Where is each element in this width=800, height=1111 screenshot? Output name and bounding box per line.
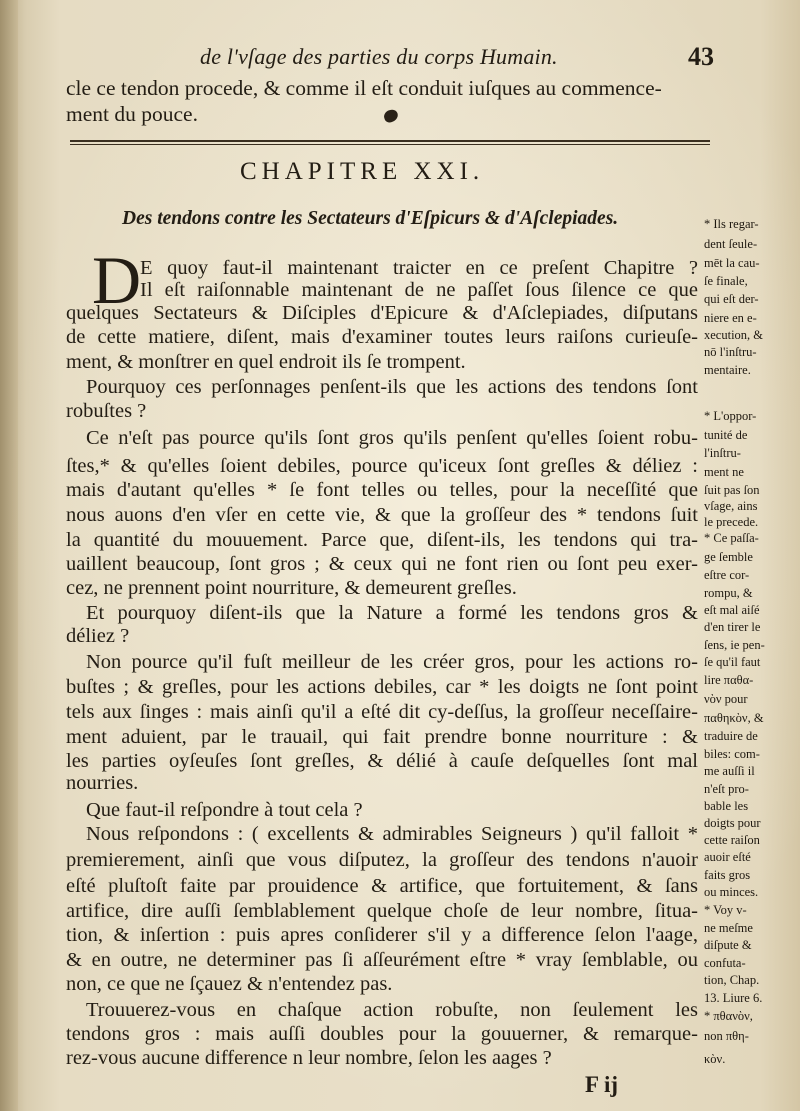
margin-note-line: ſe qu'il faut — [704, 655, 761, 669]
body-line: rez-vous aucune difference n leur nombre, ſelon les aages ? — [66, 1047, 552, 1069]
margin-note-line: eſtre cor- — [704, 568, 750, 582]
margin-note-line: rompu, & — [704, 586, 753, 600]
margin-note-line: ſens, ie pen- — [704, 638, 765, 652]
body-line: Non pource qu'il fuſt meilleur de les créer gros, pour les actions ro- — [86, 651, 698, 673]
margin-note-line: bable les — [704, 799, 749, 813]
chapter-heading: CHAPITRE XXI. — [240, 158, 485, 185]
margin-note-line: non πθη- — [704, 1029, 749, 1043]
margin-note-line: eſt mal aiſé — [704, 603, 760, 617]
body-line: Que faut-il reſpondre à tout cela ? — [86, 799, 363, 821]
margin-note-line: νὸν pour — [704, 692, 748, 706]
body-line: buſtes ; & greſles, pour les actions debiles, car * les doigts ne ſont point — [66, 676, 698, 698]
margin-note-line: ge ſemble — [704, 550, 753, 564]
margin-note-line: confuta- — [704, 956, 746, 970]
body-line: artifice, dire auſſi ſemblablement quelque choſe de leur nombre, ſitua- — [66, 900, 698, 922]
margin-note-line: faits gros — [704, 868, 751, 882]
margin-note-line: lire παθα- — [704, 673, 754, 687]
body-line: tels aux ſinges : mais ainſi qu'il a eſté dit cy-deſſus, la groſſeur neceſſaire- — [66, 701, 698, 723]
body-line: mais d'autant qu'elles * ſe font telles ou telles, pour la neceſſité que — [66, 479, 698, 501]
margin-note-line: n'eſt pro- — [704, 782, 749, 796]
body-line: ſtes,* & qu'elles ſoient debiles, pource qu'iceux ſont greſles & déliez : — [66, 455, 698, 477]
body-line: E quoy faut-il maintenant traicter en ce preſent Chapitre ? — [140, 257, 698, 279]
margin-note-line: mentaire. — [704, 363, 751, 377]
body-line: Pourquoy ces perſonnages penſent-ils que les actions des tendons ſont — [86, 376, 698, 398]
body-line: Nous reſpondons : ( excellents & admirables Seigneurs ) qu'il falloit * — [86, 823, 698, 845]
body-line: la quantité du mouuement. Parce que, diſent-ils, les tendons qui tra- — [66, 529, 698, 551]
margin-note-line: ne meſme — [704, 921, 753, 935]
body-line: Ce n'eſt pas pource qu'ils ſont gros qu'ils penſent qu'elles ſoient robu- — [86, 427, 698, 449]
margin-note-line: nō l'inſtru- — [704, 345, 757, 359]
margin-note-line: dent ſeule- — [704, 237, 758, 251]
margin-note-line: xecution, & — [704, 328, 764, 342]
body-line: tion, & inſertion : puis apres conſiderer s'il y a difference ſelon l'aage, — [66, 924, 698, 946]
margin-note-line: * Ce paſſa- — [704, 531, 759, 545]
body-line: Il eſt raiſonnable maintenant de ne paſſet ſous ſilence ce que — [140, 279, 698, 301]
margin-note-line: ſuit pas ſon — [704, 483, 760, 497]
margin-note-line: mēt la cau- — [704, 256, 760, 270]
body-line: Et pourquoy diſent-ils que la Nature a formé les tendons gros & — [86, 602, 698, 624]
margin-note-line: vſage, ains — [704, 499, 758, 513]
body-line: robuſtes ? — [66, 400, 147, 422]
margin-note-line: κὸν. — [704, 1052, 726, 1066]
margin-note-line: qui eſt der- — [704, 292, 759, 306]
body-line: quelques Sectateurs & Diſciples d'Epicure & d'Aſclepiades, diſputans — [66, 302, 698, 324]
margin-note-line: * Voy v- — [704, 903, 747, 917]
body-line: non, ce que ne ſçauez & n'entendez pas. — [66, 973, 393, 995]
body-line: déliez ? — [66, 625, 130, 647]
margin-note-line: ſe finale, — [704, 274, 748, 288]
margin-note-line: auoir eſté — [704, 850, 751, 864]
body-line: cez, ne prennent point nourriture, & demeurent greſles. — [66, 577, 517, 599]
margin-note-line: tion, Chap. — [704, 973, 760, 987]
margin-note-line: traduire de — [704, 729, 758, 743]
running-head — [200, 44, 720, 74]
margin-note-line: ou minces. — [704, 885, 759, 899]
margin-note-line: niere en e- — [704, 311, 757, 325]
margin-note-line: * L'oppor- — [704, 409, 757, 423]
margin-note-line: * πθανὸν, — [704, 1009, 753, 1023]
margin-note-line: biles: com- — [704, 747, 760, 761]
body-line: ment, & monſtrer en quel endroit ils ſe trompent. — [66, 351, 466, 373]
margin-note-line: doigts pour — [704, 816, 761, 830]
margin-note-line: l'inſtru- — [704, 446, 741, 460]
running-title: de l'vſage des parties du corps Humain. — [200, 44, 558, 69]
body-line: & en outre, ne determiner pas ſi aſſeurément eſtre * vray ſemblable, ou — [66, 949, 698, 971]
margin-note-line: 13. Liure 6. — [704, 991, 763, 1005]
page-binding-shadow — [0, 0, 18, 1111]
margin-note-line: ment ne — [704, 465, 744, 479]
margin-note-line: tunité de — [704, 428, 748, 442]
body-line: tendons gros : mais auſſi doubles pour la gouuerner, & remarque- — [66, 1023, 698, 1045]
continuation-line: ment du pouce. — [66, 102, 198, 126]
body-line: ment aduient, par le trauail, qui fait prendre bonne nourriture : & — [66, 726, 698, 748]
margin-note-line: diſpute & — [704, 938, 752, 952]
page-number: 43 — [688, 42, 714, 71]
continuation-line: cle ce tendon procede, & comme il eſt conduit iuſques au commence- — [66, 76, 662, 100]
margin-note-line: * Ils regar- — [704, 217, 759, 231]
margin-note-line: le precede. — [704, 515, 759, 529]
chapter-subtitle: Des tendons contre les Sectateurs d'Eſpicurs & d'Aſclepiades. — [122, 208, 619, 229]
body-line: Trouuerez-vous en chaſque action robuſte, non ſeulement les — [86, 999, 698, 1021]
drop-cap: D — [92, 242, 142, 318]
margin-note-line: d'en tirer le — [704, 620, 761, 634]
section-rule — [70, 140, 710, 142]
body-line: de cette matiere, diſent, mais d'examiner toutes leurs raiſons curieuſe- — [66, 326, 698, 348]
body-line: nous auons d'en vſer en cette vie, & que la groſſeur des * tendons ſuit — [66, 504, 698, 526]
body-line: nourries. — [66, 772, 139, 794]
margin-note-line: παθηκὸν, & — [704, 711, 764, 725]
body-line: les parties oyſeuſes ſont greſles, & délié à cauſe deſquelles ſont mal — [66, 750, 698, 772]
section-rule-thin — [70, 144, 710, 145]
ink-blot — [382, 108, 399, 124]
margin-note-line: me auſſi il — [704, 764, 755, 778]
signature-mark: F ij — [585, 1072, 618, 1097]
body-line: uaillent beaucoup, ſont gros ; & ceux qui ne font rien ou ſont peu exer- — [66, 553, 698, 575]
body-line: eſté pluſtoſt faite par prouidence & artifice, que fortuitement, & ſans — [66, 875, 698, 897]
margin-note-line: cette raiſon — [704, 833, 760, 847]
body-line: premierement, ainſi que vous diſputez, la groſſeur des tendons n'auoir — [66, 849, 698, 871]
